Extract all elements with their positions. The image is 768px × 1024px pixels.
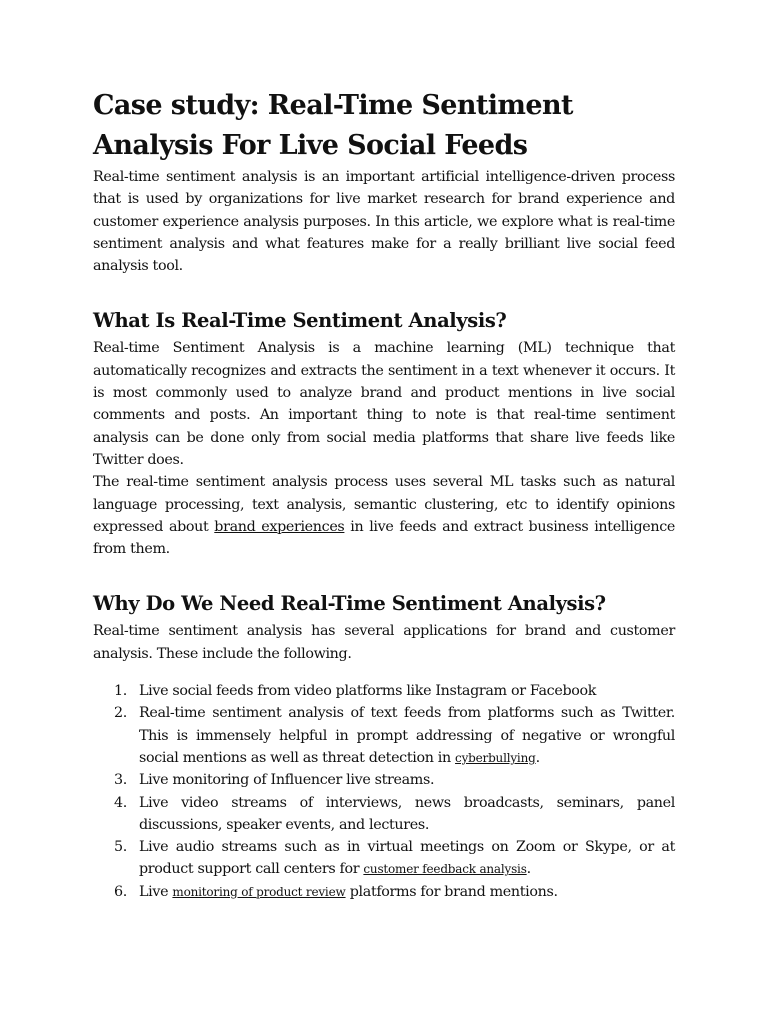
list-item-text: Live social feeds from video platforms like Instagram or Facebook <box>139 683 597 700</box>
list-item <box>93 836 675 881</box>
brand-experiences-link[interactable]: brand experiences <box>214 518 345 535</box>
cyberbullying-link[interactable]: cyberbullying <box>455 750 536 765</box>
list-item-text-before: Live audio streams such as in virtual meetings on Zoom or Skype, or at product support call centers for <box>139 839 675 878</box>
why-paragraph: Real-time sentiment analysis has several applications for brand and customer analysis. These include the following. <box>93 623 675 662</box>
list-item-text-before: Live <box>139 883 173 900</box>
section-heading-why: Why Do We Need Real-Time Sentiment Analysis? <box>93 592 606 616</box>
list-item <box>93 881 675 903</box>
list-item-text: Live monitoring of Influencer live streams. <box>139 772 435 789</box>
list-item-number: 4. <box>114 794 127 811</box>
list-item-number: 1. <box>114 683 127 700</box>
document-page <box>93 86 675 903</box>
list-item-number: 6. <box>114 883 127 900</box>
list-item-text <box>139 881 675 903</box>
document-title: Case study: Real-Time Sentiment Analysis For Live Social Feeds <box>93 90 573 161</box>
list-item-text-after: . <box>535 749 540 766</box>
list-item-text-after: . <box>526 861 531 878</box>
product-review-monitoring-link[interactable]: monitoring of product review <box>172 884 346 899</box>
what-paragraph-1: Real-time Sentiment Analysis is a machine learning (ML) technique that automatically recognizes and extracts the sentiment in a text whenever it occurs. It is most commonly used to analyze brand and product mentions in live social comments and posts. An important thing to note is that real-time sentiment analysis can be done only from social media platforms that share live feeds like Twitter does. <box>93 340 675 468</box>
list-item <box>93 769 675 791</box>
section-heading-what: What Is Real-Time Sentiment Analysis? <box>93 309 507 333</box>
what-paragraph-2-text-before: The real-time sentiment analysis process uses several ML tasks such as natural language processing, text analysis, semantic clustering, etc to identify opinions expressed about <box>93 474 675 535</box>
list-item-text-after: platforms for brand mentions. <box>345 883 558 900</box>
list-item-number: 5. <box>114 839 127 856</box>
intro-paragraph: Real-time sentiment analysis is an important artificial intelligence-driven process that is used by organizations for live market research for brand experience and customer experience analysis purposes. In this article, we explore what is real-time sentiment analysis and what features make for a really brilliant live social feed analysis tool. <box>93 169 675 275</box>
customer-feedback-analysis-link[interactable]: customer feedback analysis <box>363 862 527 877</box>
list-item-text <box>139 702 675 769</box>
list-item-text: Live video streams of interviews, news broadcasts, seminars, panel discussions, speaker events, and lectures. <box>139 794 675 833</box>
list-item-number: 2. <box>114 705 127 722</box>
what-paragraph-2-text-after: in live feeds and extract business intelligence from them. <box>93 518 676 558</box>
list-item <box>93 792 675 837</box>
list-item <box>93 680 675 702</box>
list-item-text <box>139 836 675 881</box>
list-item-number: 3. <box>114 772 127 789</box>
what-paragraph-2 <box>93 471 675 560</box>
list-item-text-before: Real-time sentiment analysis of text feeds from platforms such as Twitter. This is immensely helpful in prompt addressing of negative or wrongful social mentions as well as threat detection in <box>139 705 675 766</box>
applications-list <box>93 680 675 903</box>
list-item <box>93 702 675 769</box>
